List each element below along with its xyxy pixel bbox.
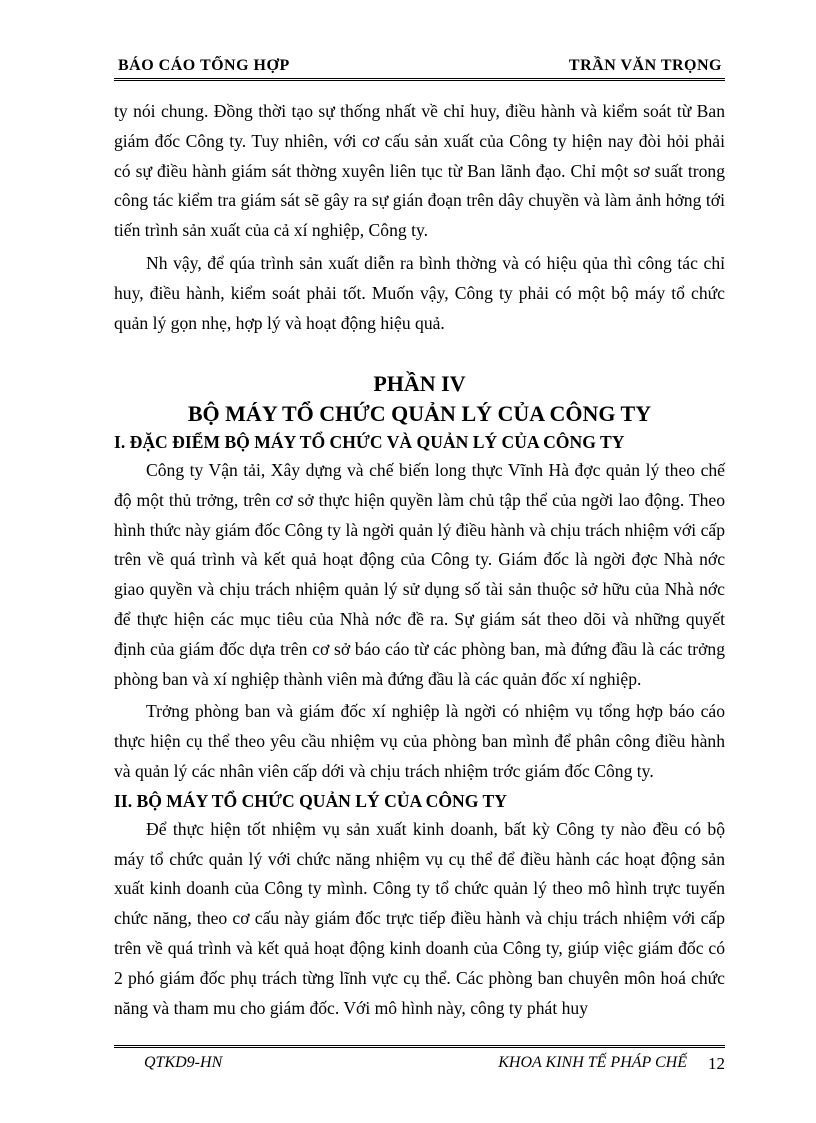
page-footer bbox=[114, 1052, 725, 1078]
section-paragraph: Trởng phòng ban và giám đốc xí nghiệp là ngời có nhiệm vụ tổng hợp báo cáo thực hiện cụ thể theo yêu cầu nhiệm vụ của phòng ban mình để phân công điều hành và quản lý các nhân viên cấp dới và chịu trách nhiệm trớc giám đốc Công ty. bbox=[114, 701, 725, 781]
intro-text bbox=[114, 97, 725, 338]
header-divider bbox=[114, 78, 725, 81]
section-paragraph: Để thực hiện tốt nhiệm vụ sản xuất kinh doanh, bất kỳ Công ty nào đều có bộ máy tổ chức quản lý với chức năng nhiệm vụ cụ thể để điều hành các hoạt động sản xuất kinh doanh của Công ty mình. Công ty tổ chức quản lý theo mô hình trực tuyến chức năng, theo cơ cấu này giám đốc trực tiếp điều hành và chịu trách nhiệm với cấp trên về quá trình và kết quả hoạt động kinh doanh của Công ty, giúp việc giám đốc có 2 phó giám đốc phụ trách từng lĩnh vực cụ thể. Các phòng ban chuyên môn hoá chức năng và tham mu cho giám đốc. Với mô hình này, công ty phát huy bbox=[114, 818, 725, 1018]
page-number: 12 bbox=[708, 1054, 725, 1073]
part-title: PHẦN IV bbox=[373, 371, 466, 396]
page-header bbox=[114, 56, 724, 76]
section-heading-2: II. BỘ MÁY TỔ CHỨC QUẢN LÝ CỦA CÔNG TY bbox=[114, 790, 507, 811]
intro-paragraph: Nh vậy, để qúa trình sản xuất diễn ra bình thờng và có hiệu qủa thì công tác chỉ huy, điều hành, kiểm soát phải tốt. Muốn vậy, Công ty phải có một bộ máy tổ chức quản lý gọn nhẹ, hợp lý và hoạt động hiệu quả. bbox=[114, 252, 725, 333]
section-paragraph: Công ty Vận tải, Xây dựng và chế biến long thực Vĩnh Hà đợc quản lý theo chế độ một thủ trởng, trên cơ sở thực hiện quyền làm chủ tập thể của ngời lao động. Theo hình thức này giám đốc Công ty là ngời quản lý điều hành và chịu trách nhiệm với cấp trên về quá trình và kết quả hoạt động của Công ty. Giám đốc là ngời đợc Nhà nớc giao quyền và chịu trách nhiệm quản lý sử dụng số tài sản thuộc sở hữu của Nhà nớc để thực hiện các mục tiêu của Nhà nớc đề ra. Sự giám sát theo dõi và những quyết định của giám đốc dựa trên cơ sở báo cáo từ các phòng ban, mà đứng đầu là các trởng phòng ban và xí nghiệp thành viên mà đứng đầu là các quản đốc xí nghiệp. bbox=[114, 460, 725, 689]
footer-divider bbox=[114, 1045, 725, 1048]
header-report-title: BÁO CÁO TỔNG HỢP bbox=[118, 57, 290, 74]
main-body bbox=[114, 428, 725, 1023]
footer-faculty: KHOA KINH TẾ PHÁP CHẾ bbox=[498, 1054, 687, 1071]
footer-class-code: QTKD9-HN bbox=[144, 1054, 223, 1071]
section-heading-1: I. ĐẶC ĐIỂM BỘ MÁY TỔ CHỨC VÀ QUẢN LÝ CỦA CÔNG TY bbox=[114, 432, 625, 452]
part-subtitle: BỘ MÁY TỔ CHỨC QUẢN LÝ CỦA CÔNG TY bbox=[187, 401, 652, 426]
intro-paragraph: ty nói chung. Đồng thời tạo sự thống nhất về chỉ huy, điều hành và kiểm soát từ Ban giám đốc Công ty. Tuy nhiên, với cơ cấu sản xuất của Công ty hiện nay đòi hỏi phải có sự điều hành giám sát thờng xuyên liên tục từ Ban lãnh đạo. Chỉ một sơ suất trong công tác kiểm tra giám sát sẽ gây ra sự gián đoạn trên dây chuyền và làm ảnh hởng tới tiến trình sản xuất của cả xí nghiệp, Công ty. bbox=[114, 101, 725, 241]
header-author-name: TRẦN VĂN TRỌNG bbox=[568, 57, 722, 74]
